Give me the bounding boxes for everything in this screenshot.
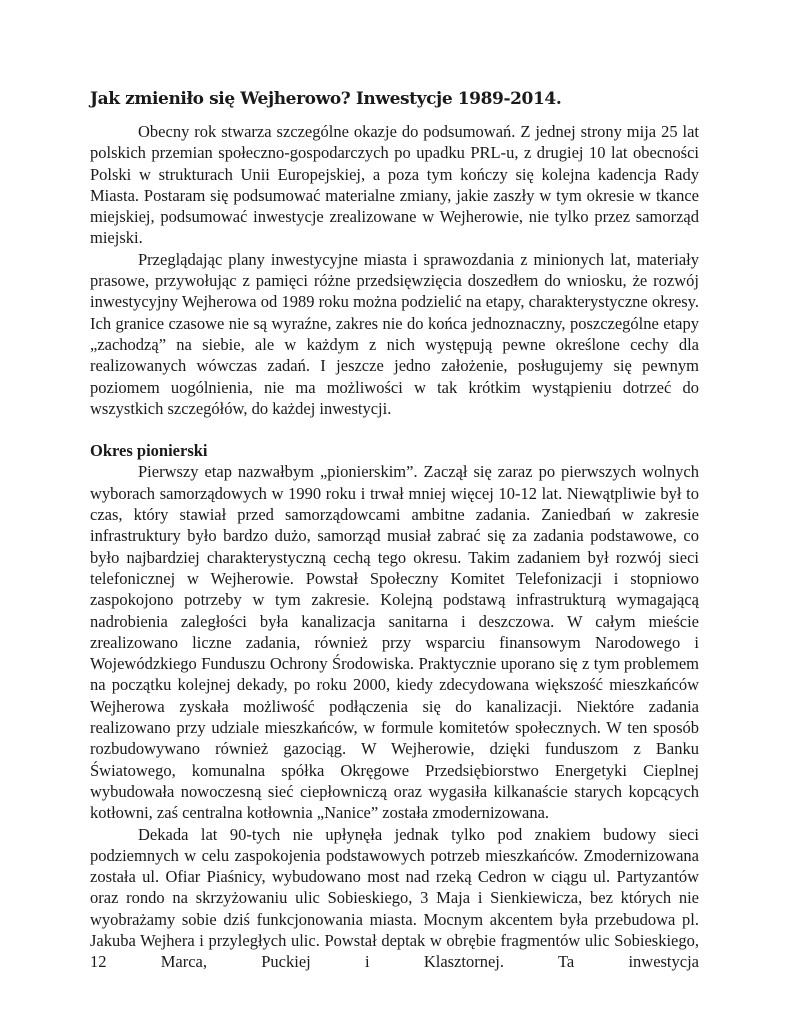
document-title: Jak zmieniło się Wejherowo? Inwestycje 1989-2014. [90, 89, 562, 109]
section-heading: Okres pionierski [90, 441, 208, 461]
section-paragraph: Dekada lat 90-tych nie upłynęła jednak tylko pod znakiem budowy sieci podziemnych w celu zaspokojenia podstawowych potrzeb mieszkańców. Zmodernizowana została ul. Ofiar Piaśnicy, wybudowano most nad rzeką Cedron w ciągu ul. Partyzantów oraz rondo na skrzyżowaniu ulic Sobieskiego, 3 Maja i Sienkiewicza, bez których nie wyobrażamy sobie dziś funkcjonowania miasta. Mocnym akcentem była przebudowa pl. Jakuba Wejhera i przyległych ulic. Powstał deptak w obrębie fragmentów ulic Sobieskiego, 12 Marca, Puckiej i Klasztornej. Ta inwestycja [90, 824, 699, 972]
section-paragraph: Pierwszy etap nazwałbym „pionierskim”. Zaczął się zaraz po pierwszych wolnych wyborach samorządowych w 1990 roku i trwał mniej więcej 10-12 lat. Niewątpliwie był to czas, który stawiał przed samorządowcami ambitne zadania. Zaniedbań w zakresie infrastruktury było bardzo dużo, samorząd musiał zabrać się za zadania podstawowe, co było najbardziej charakterystyczną cechą tego okresu. Takim zadaniem był rozwój sieci telefonicznej w Wejherowie. Powstał Społeczny Komitet Telefonizacji i stopniowo zaspokojono potrzeby w tym zakresie. Kolejną podstawą infrastrukturą wymagającą nadrobienia zaległości była kanalizacja sanitarna i deszczowa. W całym mieście zrealizowano liczne zadania, również przy wsparciu finansowym Narodowego i Wojewódzkiego Funduszu Ochrony Środowiska. Praktycznie uporano się z tym problemem na początku kolejnej dekady, po roku 2000, kiedy zdecydowana większość mieszkańców Wejherowa zyskała możliwość podłączenia się do kanalizacji. Niektóre zadania realizowano przy udziale mieszkańców, w formule komitetów społecznych. W ten sposób rozbudowywano również gazociąg. W Wejherowie, dzięki funduszom z Banku Światowego, komunalna spółka Okręgowe Przedsiębiorstwo Energetyki Cieplnej wybudowała nowoczesną sieć ciepłowniczą oraz wygasiła kilkanaście starych kopcących kotłowni, zaś centralna kotłownia „Nanice” została zmodernizowana. [90, 462, 699, 823]
intro-paragraph: Obecny rok stwarza szczególne okazje do podsumowań. Z jednej strony mija 25 lat polskich przemian społeczno-gospodarczych po upadku PRL-u, z drugiej 10 lat obecności Polski w strukturach Unii Europejskiej, a poza tym kończy się kolejna kadencja Rady Miasta. Postaram się podsumować materialne zmiany, jakie zaszły w tym okresie w tkance miejskiej, podsumować inwestycje zrealizowane w Wejherowie, nie tylko przez samorząd miejski. [90, 122, 699, 248]
document-page [90, 88, 699, 973]
intro-paragraph: Przeglądając plany inwestycyjne miasta i sprawozdania z minionych lat, materiały prasowe, przywołując z pamięci różne przedsięwzięcia doszedłem do wniosku, że rozwój inwestycyjny Wejherowa od 1989 roku można podzielić na etapy, charakterystyczne okresy. Ich granice czasowe nie są wyraźne, zakres nie do końca jednoznaczny, poszczególne etapy „zachodzą” na siebie, ale w każdym z nich występują pewne określone cechy dla realizowanych wówczas zadań. I jeszcze jedno założenie, posługujemy się pewnym poziomem uogólnienia, nie ma możliwości w tak krótkim wystąpieniu dotrzeć do wszystkich szczegółów, do każdej inwestycji. [90, 249, 699, 418]
